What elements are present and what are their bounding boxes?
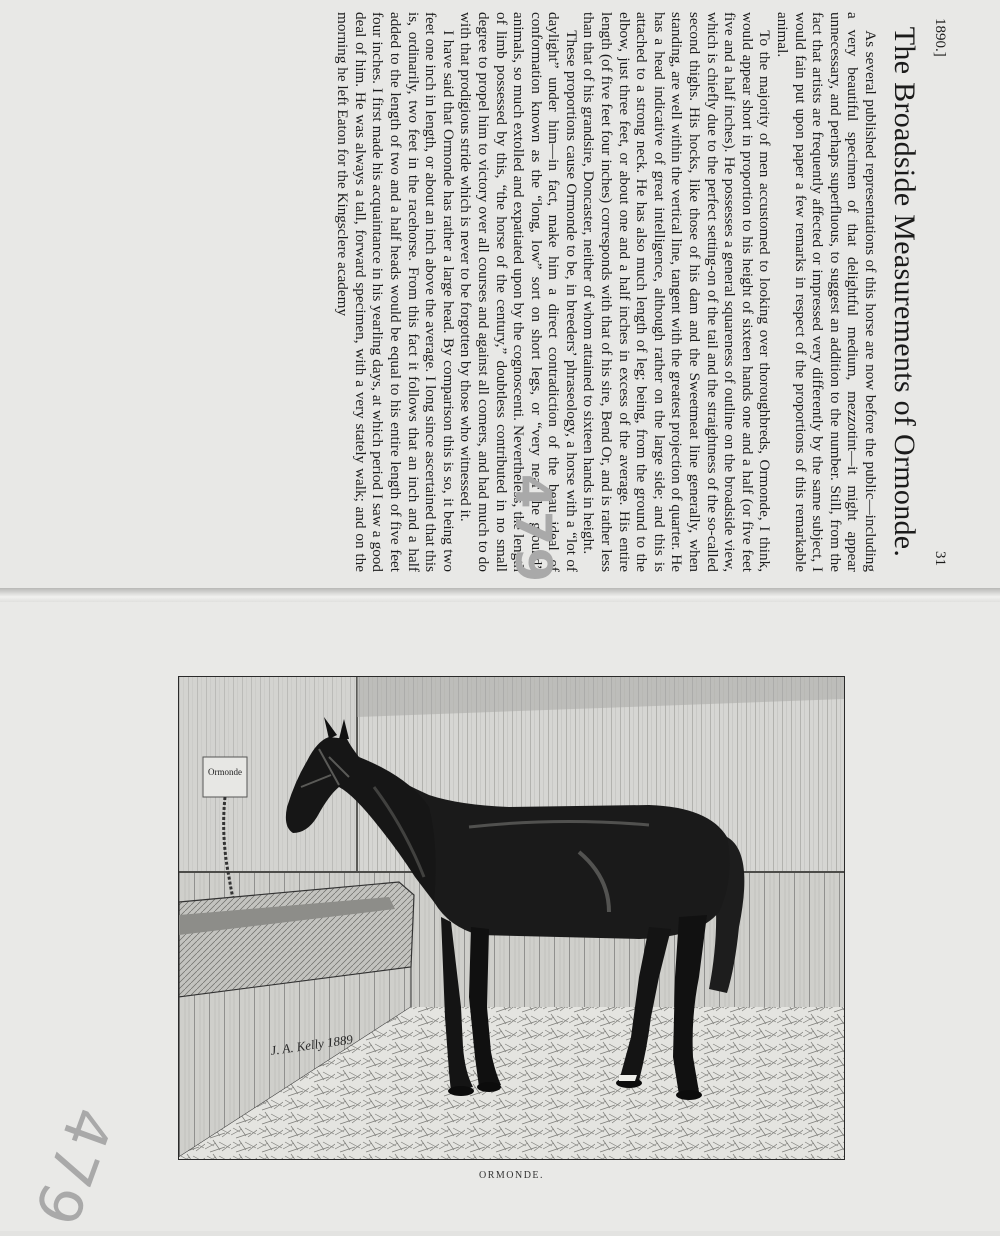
- article-body: [334, 12, 879, 572]
- paragraph: As several published representations of this horse are now before the public—including a very beautiful specimen of that delightful medium, mezzotint—it might appear unnecessary, and perhaps superfluous, to suggest an addition to the number. Still, from the fact that artists are frequently affected or impressed very differently by the same subject, I would fain put upon paper a few remarks in respect of the proportions of this remarkable animal.: [774, 12, 879, 572]
- artist-signature: J. A. Kelly 1889: [269, 1031, 354, 1058]
- rotated-text-area: [0, 0, 1000, 598]
- engraving-plate: [178, 676, 845, 1160]
- name-plate: [203, 757, 247, 797]
- illustration-caption: ORMONDE.: [478, 1170, 545, 1181]
- pencil-mark: 479: [504, 473, 563, 585]
- article-title: The Broadside Measurements of Ormonde.: [888, 26, 921, 558]
- name-plate-text: Ormonde: [208, 767, 242, 777]
- page-number: 31: [932, 551, 948, 566]
- pencil-mark: 479: [18, 1098, 126, 1236]
- stable-engraving: [179, 677, 844, 1159]
- paragraph: To the majority of men accustomed to looking over thoroughbreds, Ormonde, I think, would appear short in proportion to his height of sixteen hands one and a half (or five feet five and a half inches). He possesses a general squareness of outline on the broadside view, which is chiefly due to the perfect setting-on of the tail and the straightness of the so-called second thighs. His hocks, like those of his dam and the Sweetmeat line generally, when standing, are well within the vertical line, tangent with the greatest projection of quarter. He has a head indicative of great intelligence, although rather on the large side; and this is attached to a strong neck. He has also much length of leg; being, from the ground to the elbow, just three feet, or about one and a half inches in excess of the average. His entire length (of five feet four inches) corresponds with that of his sire, Bend Or, and is rather less than that of his grandsire, Doncaster, neither of whom attained to sixteen hands in height.: [580, 12, 774, 572]
- running-header-year: 1890.]: [932, 18, 948, 57]
- running-header: [931, 18, 948, 566]
- text-page: [0, 0, 1000, 598]
- paragraph: I have said that Ormonde has rather a large head. By comparison this is so, it being two feet one inch in length, or about an inch above the average. I long since ascertained that this is, ordinarily, two feet in the racehorse. From this fact it follows that an inch and a half added to the length of two and a half heads would be equal to his entire length of five feet four inches. I first made his acquaintance in his yearling days, at which period I saw a good deal of him. He was always a tall, forward specimen, with a very stately walk; and on the morning he left Eaton for the Kingsclere academy: [334, 12, 457, 572]
- paragraph: These proportions cause Ormonde to be, in breeders’ phraseology, a horse with a “lot of daylight” under him—in fact, make him a direct contradiction of the beau ideal of conformation known as the “long, low” sort on short legs, or “very near the ground” animals, so much extolled and expatiated upon by the cognoscenti. Nevertheless, the length of limb possessed by this, “the horse of the century,” doubtless contributed in no small degree to propel him to victory over all courses and against all comers, and had much to do with that prodigious stride which is never to be forgotten by those who witnessed it.: [457, 12, 580, 572]
